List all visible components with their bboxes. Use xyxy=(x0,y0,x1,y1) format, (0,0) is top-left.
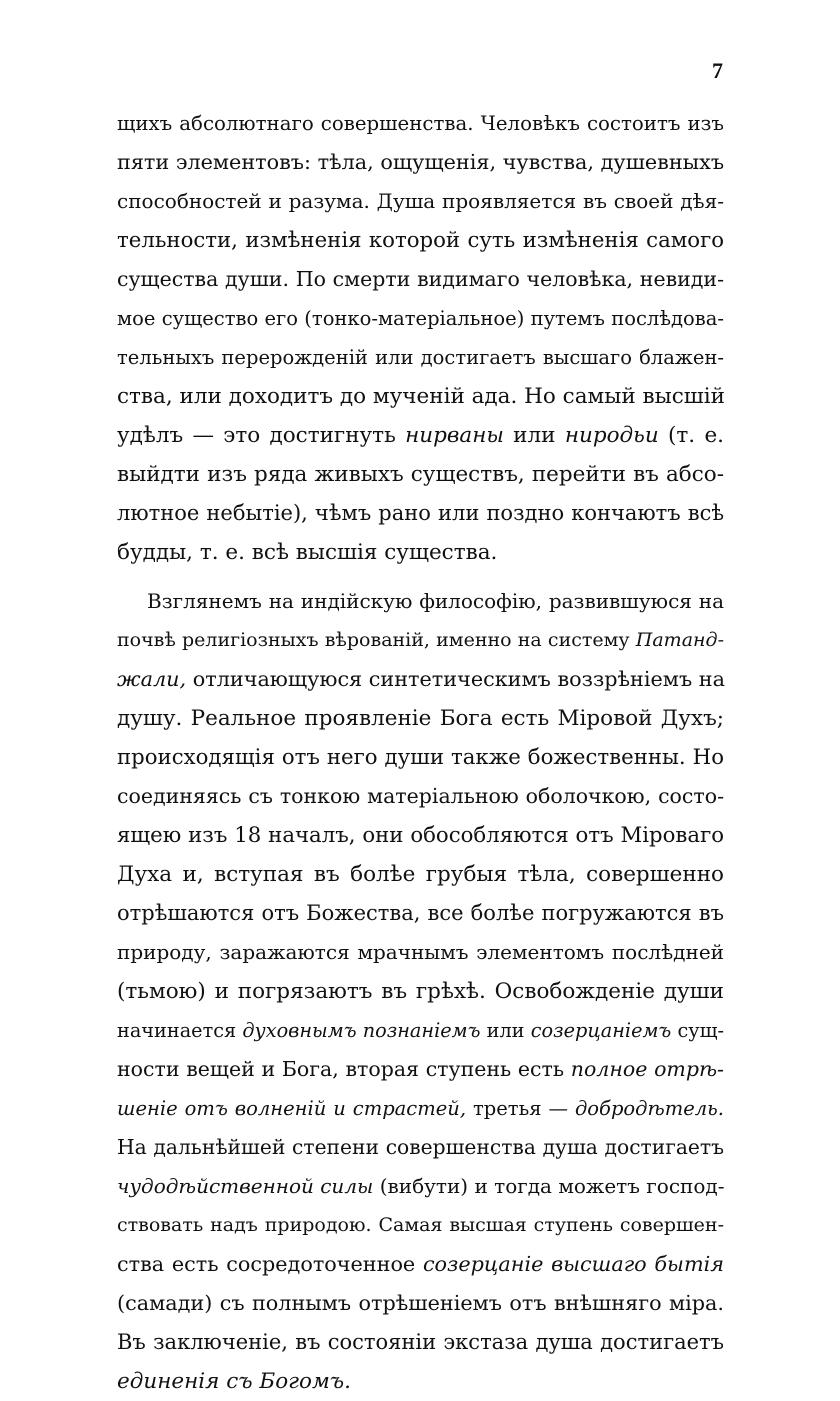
italic-text: чудодѣйственной силы xyxy=(117,1174,374,1198)
text-segment: будды, т. е. всѣ высшія существа. xyxy=(117,540,498,565)
paragraph xyxy=(117,582,724,1401)
page-number: 7 xyxy=(712,58,723,83)
text-line xyxy=(117,1245,724,1284)
text-segment: пяти элементовъ: тѣла, ощущенія, чувства, душевныхъ xyxy=(117,150,725,174)
text-line xyxy=(117,377,724,416)
text-segment: ности вещей и Бога, вторая ступень есть xyxy=(117,1057,571,1081)
text-line xyxy=(117,299,724,338)
text-segment: На дальнѣйшей степени совершенства душа достигаетъ xyxy=(117,1135,724,1159)
text-segment: ства есть сосредоточенное xyxy=(117,1252,423,1276)
italic-text: полное отрѣ- xyxy=(570,1057,724,1081)
text-segment: начинается xyxy=(117,1019,243,1042)
text-line xyxy=(117,104,724,143)
text-line xyxy=(117,416,724,455)
text-segment: (самади) съ полнымъ отрѣшеніемъ отъ внѣшняго міра. xyxy=(117,1291,724,1315)
text-segment: или xyxy=(480,1019,531,1042)
text-line xyxy=(117,1050,724,1089)
italic-text: созерцаніемъ xyxy=(530,1019,672,1042)
text-line xyxy=(117,816,724,855)
text-segment: способностей и разума. Душа проявляется въ своей дѣя- xyxy=(117,189,724,213)
text-line xyxy=(117,582,724,621)
text-segment: тельныхъ перерожденій или достигаетъ высшаго блажен- xyxy=(117,346,724,369)
text-segment: (т. е. xyxy=(658,423,725,448)
text-segment: природу, заражаются мрачнымъ элементомъ послѣдней xyxy=(117,940,724,964)
text-line xyxy=(117,455,724,494)
text-line xyxy=(117,972,724,1011)
text-segment: ящею изъ 18 началъ, они обособляются отъ Міроваго xyxy=(117,823,724,848)
text-line xyxy=(117,777,724,816)
italic-text: ниродьи xyxy=(564,423,659,448)
text-line xyxy=(117,494,724,533)
text-segment: ствовать надъ природою. Самая высшая ступень совершен- xyxy=(117,1214,724,1236)
text-segment: душу. Реальное проявленіе Бога есть Міровой Духъ; xyxy=(117,706,724,731)
text-segment: мое существо его (тонко-матеріальное) путемъ послѣдова- xyxy=(117,307,724,330)
italic-text: созерцаніе высшаго бытія xyxy=(422,1252,725,1276)
text-line xyxy=(117,1128,724,1167)
text-line xyxy=(117,1089,724,1128)
text-segment: лютное небытіе), чѣмъ рано или поздно кончаютъ всѣ xyxy=(117,501,724,525)
text-segment: существа души. По смерти видимаго человѣка, невиди- xyxy=(117,267,724,291)
text-line xyxy=(117,143,724,182)
text-segment: Въ заключеніе, въ состояніи экстаза душа достигаетъ xyxy=(117,1330,724,1354)
text-line xyxy=(117,338,724,377)
text-segment: или xyxy=(503,423,565,448)
text-segment: ства, или доходитъ до мученій ада. Но самый высшій xyxy=(117,384,725,409)
text-line xyxy=(117,533,724,572)
text-line xyxy=(117,182,724,221)
text-segment: щихъ абсолютнаго совершенства. Человѣкъ состоитъ изъ xyxy=(117,112,724,135)
text-line xyxy=(117,221,724,260)
text-segment: сущ- xyxy=(671,1019,724,1042)
text-segment: почвѣ религіозныхъ вѣрованій, именно на систему xyxy=(117,629,636,651)
text-segment: отличающуюся синтетическимъ воззрѣніемъ на xyxy=(186,667,725,691)
italic-text: Патанд- xyxy=(635,629,724,651)
text-segment: удѣлъ — это достигнуть xyxy=(117,423,406,448)
text-segment: тельности, измѣненія которой суть измѣненія самого xyxy=(117,228,724,253)
text-line xyxy=(117,1011,724,1050)
paragraph xyxy=(117,104,724,572)
text-line xyxy=(117,260,724,299)
text-line xyxy=(117,933,724,972)
text-line xyxy=(117,1167,724,1206)
text-line xyxy=(117,1284,724,1323)
text-segment: третья — xyxy=(466,1097,575,1120)
text-line xyxy=(117,855,724,894)
text-segment: отрѣшаются отъ Божества, все болѣе погружаются въ xyxy=(117,901,724,925)
text-segment: происходящія отъ него души также божественны. Но xyxy=(117,745,724,770)
italic-text: добродѣтель. xyxy=(574,1097,724,1120)
italic-text: духовнымъ познаніемъ xyxy=(242,1019,481,1042)
text-line xyxy=(117,621,724,660)
body-text xyxy=(117,104,724,1401)
italic-text: единенія съ Богомъ. xyxy=(117,1369,351,1394)
text-line xyxy=(117,699,724,738)
text-segment: (тьмою) и погрязаютъ въ грѣхѣ. Освобожденіе души xyxy=(117,979,724,1004)
text-segment: Духа и, вступая въ болѣе грубыя тѣла, совершенно xyxy=(117,862,724,887)
text-segment: соединяясь съ тонкою матеріальною оболочкою, состо- xyxy=(117,784,724,808)
text-segment: выйдти изъ ряда живыхъ существъ, перейти въ абсо- xyxy=(117,462,724,487)
text-line xyxy=(117,660,724,699)
text-line xyxy=(117,1206,724,1245)
italic-text: жали, xyxy=(117,667,187,691)
text-line xyxy=(117,738,724,777)
italic-text: шеніе отъ волненій и страстей, xyxy=(117,1097,467,1120)
paragraph-gap xyxy=(117,572,724,582)
italic-text: нирваны xyxy=(405,423,504,448)
text-segment: (вибути) и тогда можетъ господ- xyxy=(373,1174,725,1198)
text-line xyxy=(117,894,724,933)
text-line xyxy=(117,1323,724,1362)
text-segment: Взглянемъ на индійскую философію, развившуюся на xyxy=(147,589,724,613)
text-line xyxy=(117,1362,724,1401)
